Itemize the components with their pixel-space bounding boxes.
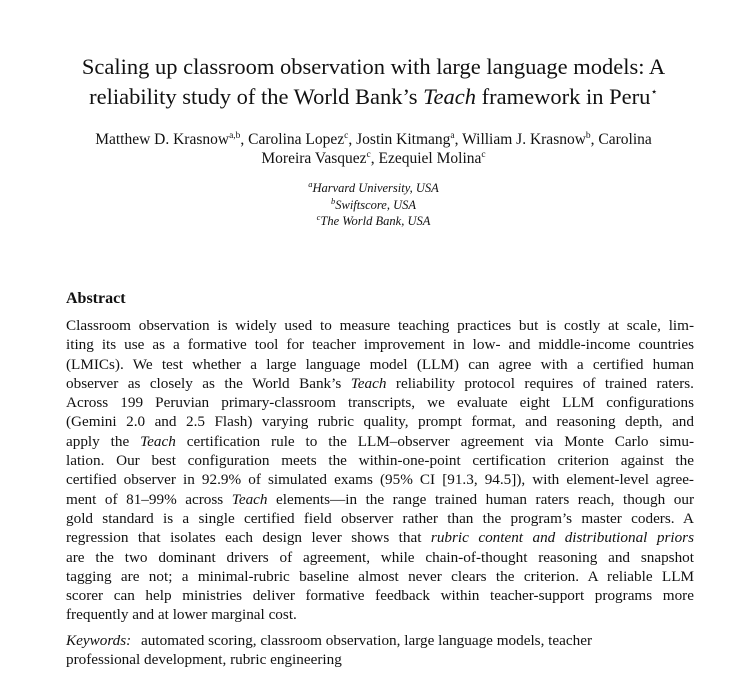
abstract-text: apply the bbox=[66, 432, 141, 450]
abstract-heading: Abstract bbox=[66, 290, 126, 307]
abstract-line bbox=[66, 412, 694, 431]
title-line-2-end: framework in Peru bbox=[476, 84, 651, 109]
paper-title bbox=[40, 52, 707, 112]
affiliation-mark: c bbox=[316, 211, 321, 222]
abstract-line bbox=[66, 335, 694, 354]
affiliation-mark: b bbox=[330, 195, 336, 206]
author-name: Matthew D. Krasnow bbox=[95, 131, 230, 148]
author-line-1 bbox=[30, 130, 717, 149]
abstract-text: ment of 81–99% across bbox=[66, 490, 232, 508]
affiliation-item bbox=[0, 197, 747, 214]
title-teach-emphasis: Teach bbox=[423, 84, 477, 109]
author-name: Carolina bbox=[598, 131, 652, 148]
author-name: William J. Krasnow bbox=[462, 131, 586, 148]
title-line-2-text: reliability study of the World Bank’s bbox=[89, 84, 424, 109]
affiliation-text: Swiftscore, USA bbox=[335, 197, 417, 212]
affiliation-list bbox=[0, 180, 747, 230]
author-separator: , bbox=[454, 131, 463, 148]
author-affiliation-mark[interactable]: a bbox=[450, 130, 455, 141]
title-line-1: Scaling up classroom observation with large language models: A bbox=[81, 54, 666, 79]
abstract-line bbox=[66, 528, 694, 547]
abstract-emphasis: Teach bbox=[231, 490, 268, 508]
abstract-text: are the two dominant drivers of agreement, while chain-of-thought reasoning and snapshot bbox=[66, 548, 694, 566]
keywords-line-2: professional development, rubric engineering bbox=[66, 651, 342, 669]
keywords-text: automated scoring, classroom observation, large language models, teacher bbox=[141, 632, 593, 649]
author-affiliation-mark[interactable]: c bbox=[366, 149, 371, 160]
title-footnote-marker[interactable]: ⋆ bbox=[650, 84, 658, 99]
abstract-body bbox=[66, 316, 694, 625]
abstract-text: (Gemini 2.0 and 2.5 Flash) varying rubric quality, prompt format, and reasoning depth, and bbox=[66, 413, 694, 431]
author-name: Ezequiel Molina bbox=[378, 150, 482, 167]
abstract-text: reliability protocol requires of trained raters. bbox=[386, 374, 694, 392]
abstract-line bbox=[66, 490, 694, 509]
author-separator: , bbox=[348, 131, 357, 148]
abstract-text: gold standard is a single certified field observer rather than the program’s master coders. A bbox=[66, 509, 694, 527]
keywords bbox=[66, 631, 694, 670]
abstract-line bbox=[66, 451, 694, 470]
abstract-line bbox=[66, 567, 694, 586]
author-separator: , bbox=[370, 150, 379, 167]
abstract-line bbox=[66, 355, 694, 374]
abstract-text: tagging are not; a minimal-rubric baseline almost never clears the criterion. A reliable LLM bbox=[66, 567, 694, 585]
author-affiliation-mark[interactable]: c bbox=[344, 130, 349, 141]
title-line-2 bbox=[40, 82, 707, 112]
abstract-text: regression that isolates each design lever shows that bbox=[66, 529, 431, 547]
abstract-text: Classroom observation is widely used to measure teaching practices but is costly at scale, lim- bbox=[66, 317, 694, 334]
abstract-text: certification rule to the LLM–observer agreement via Monte Carlo simu- bbox=[175, 432, 695, 450]
abstract-emphasis: rubric content and distributional priors bbox=[430, 529, 694, 547]
keywords-label: Keywords: bbox=[66, 632, 132, 649]
affiliation-mark: a bbox=[308, 178, 313, 189]
abstract-text: lation. Our best configuration meets the within-one-point certification criterion against the bbox=[66, 452, 694, 470]
abstract-line bbox=[66, 586, 694, 605]
abstract-line bbox=[66, 316, 694, 335]
author-separator: , bbox=[590, 131, 599, 148]
affiliation-text: Harvard University, USA bbox=[312, 181, 439, 195]
keywords-line-1 bbox=[66, 631, 694, 650]
author-affiliation-mark[interactable]: c bbox=[481, 149, 486, 160]
affiliation-text: The World Bank, USA bbox=[320, 214, 431, 228]
author-name: Jostin Kitmang bbox=[356, 131, 451, 148]
abstract-text: observer as closely as the World Bank’s bbox=[66, 374, 351, 392]
abstract-line bbox=[66, 374, 694, 393]
author-separator: , bbox=[240, 131, 249, 148]
abstract-text: scorer can help ministries deliver formative feedback within teacher-support programs more bbox=[66, 587, 694, 605]
affiliation-item bbox=[0, 180, 747, 197]
author-list bbox=[30, 130, 717, 168]
abstract-line bbox=[66, 605, 694, 624]
author-affiliation-mark[interactable]: a,b bbox=[229, 130, 241, 141]
abstract-text: iting its use as a formative tool for teacher improvement in low- and middle-income countries bbox=[66, 336, 694, 354]
author-affiliation-mark[interactable]: b bbox=[585, 130, 591, 141]
abstract-text: (LMICs). We test whether a large language model (LLM) can agree with a certified human bbox=[66, 355, 694, 373]
abstract-line bbox=[66, 432, 694, 451]
abstract-line bbox=[66, 470, 694, 489]
abstract-text: Across 199 Peruvian primary-classroom transcripts, we evaluate eight LLM configurations bbox=[66, 394, 694, 412]
abstract-emphasis: Teach bbox=[350, 374, 387, 392]
abstract-text: frequently and at lower marginal cost. bbox=[66, 606, 297, 624]
author-name: Moreira Vasquez bbox=[261, 150, 367, 167]
abstract-text: certified observer in 92.9% of simulated exams (95% CI [91.3, 94.5]), with element-level agree- bbox=[66, 471, 694, 489]
affiliation-item bbox=[0, 213, 747, 230]
abstract-line bbox=[66, 393, 694, 412]
author-line-2 bbox=[30, 149, 717, 168]
abstract-text: elements—in the range trained human raters reach, though our bbox=[267, 490, 694, 508]
author-name: Carolina Lopez bbox=[248, 131, 345, 148]
abstract-line bbox=[66, 509, 694, 528]
abstract-emphasis: Teach bbox=[140, 432, 176, 450]
abstract-line bbox=[66, 548, 694, 567]
